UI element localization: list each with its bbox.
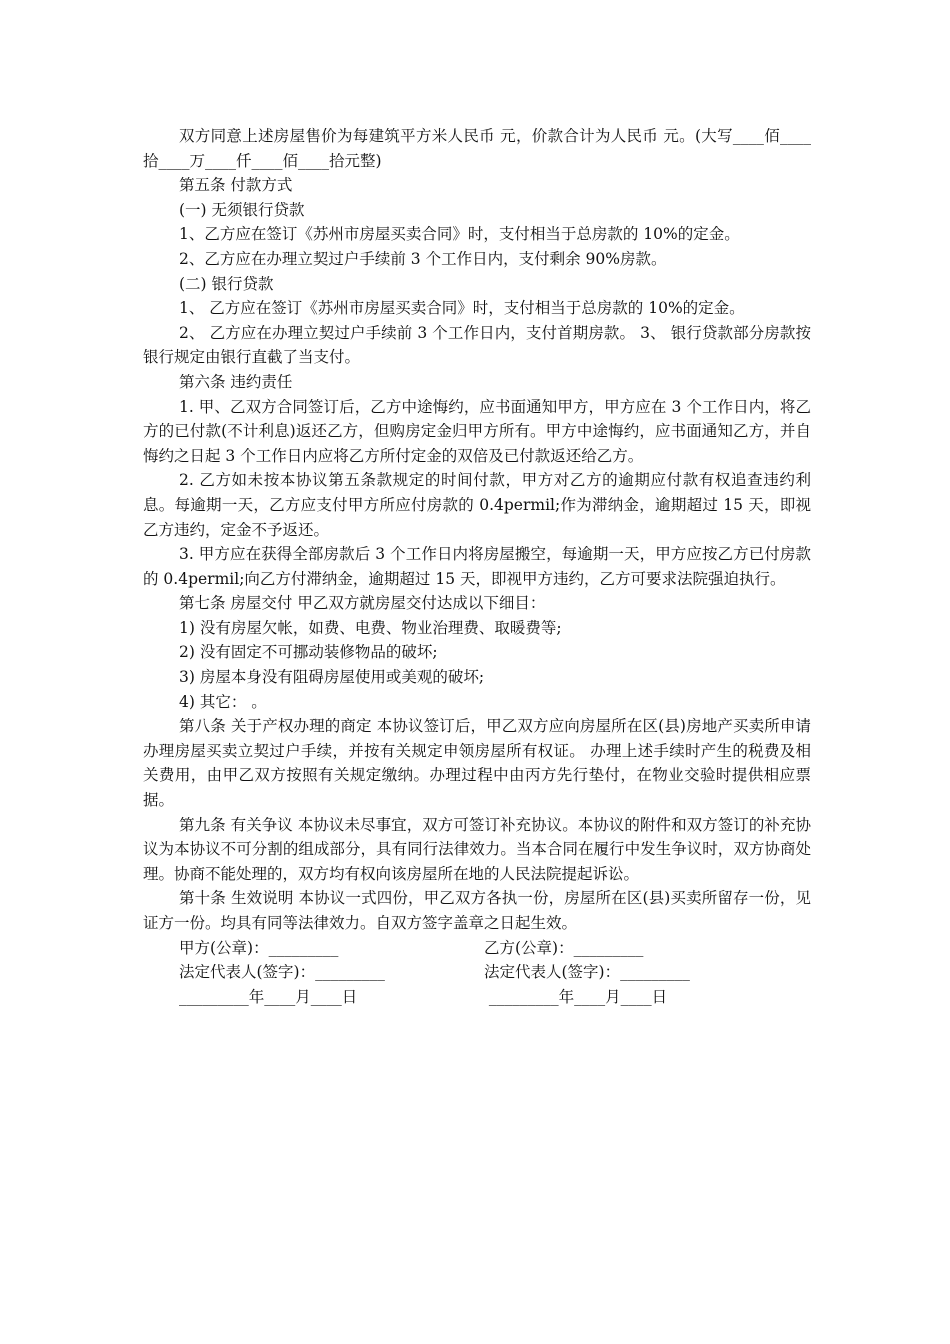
loan-item-2-3: 2、 乙方应在办理立契过户手续前 3 个工作日内，支付首期房款。 3、 银行贷款部分房款按银行规定由银行直截了当支付。 xyxy=(143,323,811,367)
party-a-date: _________年____月____日 xyxy=(179,987,358,1006)
no-loan-item-1: 1、乙方应在签订《苏州市房屋买卖合同》时，支付相当于总房款的 10%的定金。 xyxy=(179,225,740,244)
article-6-heading: 第六条 违约责任 xyxy=(179,372,293,391)
article-5-heading: 第五条 付款方式 xyxy=(179,176,293,195)
delivery-item-4: 4) 其它： 。 xyxy=(179,692,267,711)
article-7-heading: 第七条 房屋交付 甲乙双方就房屋交付达成以下细目： xyxy=(179,594,546,613)
loan-heading: (二) 银行贷款 xyxy=(179,274,274,293)
delivery-item-1: 1) 没有房屋欠帐，如费、电费、物业治理费、取暖费等; xyxy=(179,618,562,637)
party-a-seal: 甲方(公章)：_________ xyxy=(179,938,339,957)
loan-item-1: 1、 乙方应在签订《苏州市房屋买卖合同》时，支付相当于总房款的 10%的定金。 xyxy=(179,299,745,318)
article-10-paragraph: 第十条 生效说明 本协议一式四份，甲乙双方各执一份，房屋所在区(县)买卖所留存一份，见证方一份。均具有同等法律效力。自双方签字盖章之日起生效。 xyxy=(143,889,811,932)
seal-row xyxy=(143,936,811,961)
party-b-representative: 法定代表人(签字)：_________ xyxy=(484,963,690,982)
date-row xyxy=(143,985,811,1010)
party-b-seal: 乙方(公章)：_________ xyxy=(484,938,644,957)
article-9-paragraph: 第九条 有关争议 本协议未尽事宜，双方可签订补充协议。本协议的附件和双方签订的补充协议为本协议不可分割的组成部分，具有同行法律效力。当本合同在履行中发生争议时，双方协商处理。协商不能处理的，双方均有权向该房屋所在地的人民法院提起诉讼。 xyxy=(143,815,811,883)
delivery-item-3: 3) 房屋本身没有阻碍房屋使用或美观的破坏; xyxy=(179,668,485,687)
breach-item-3: 3. 甲方应在获得全部房款后 3 个工作日内将房屋搬空，每逾期一天，甲方应按乙方已付房款的 0.4permil;向乙方付滞纳金，逾期超过 15 天，即视甲方违约，乙方可要求法院强迫执行。 xyxy=(143,545,811,588)
breach-item-1: 1. 甲、乙双方合同签订后，乙方中途悔约，应书面通知甲方，甲方应在 3 个工作日内，将乙方的已付款(不计利息)返还乙方，但购房定金归甲方所有。甲方中途悔约，应书面通知乙方，并自悔约之日起 3 个工作日内应将乙方所付定金的双倍及已付款返还给乙方。 xyxy=(143,397,811,465)
no-loan-item-2: 2、乙方应在办理立契过户手续前 3 个工作日内，支付剩余 90%房款。 xyxy=(179,249,667,268)
article-8-paragraph: 第八条 关于产权办理的商定 本协议签订后，甲乙双方应向房屋所在区(县)房地产买卖所申请办理房屋买卖立契过户手续，并按有关规定申领房屋所有权证。 办理上述手续时产生的税费及相关费用，由甲乙双方按照有关规定缴纳。办理过程中由丙方先行垫付，在物业交验时提供相应票据。 xyxy=(143,717,811,810)
breach-item-2: 2. 乙方如未按本协议第五条款规定的时间付款，甲方对乙方的逾期应付款有权追查违约利息。每逾期一天，乙方应支付甲方所应付房款的 0.4permil;作为滞纳金，逾期超过 15 天，即视乙方违约，定金不予返还。 xyxy=(143,471,811,539)
party-a-representative: 法定代表人(签字)：_________ xyxy=(179,963,385,982)
contract-page xyxy=(143,124,811,1009)
delivery-item-2: 2) 没有固定不可挪动装修物品的破坏; xyxy=(179,643,438,662)
party-b-date: _________年____月____日 xyxy=(484,987,668,1006)
price-paragraph: 双方同意上述房屋售价为每建筑平方米人民币 元，价款合计为人民币 元。(大写____佰____拾____万____仟____佰____拾元整) xyxy=(143,127,811,170)
representative-row xyxy=(143,960,811,985)
no-loan-heading: (一) 无须银行贷款 xyxy=(179,200,305,219)
